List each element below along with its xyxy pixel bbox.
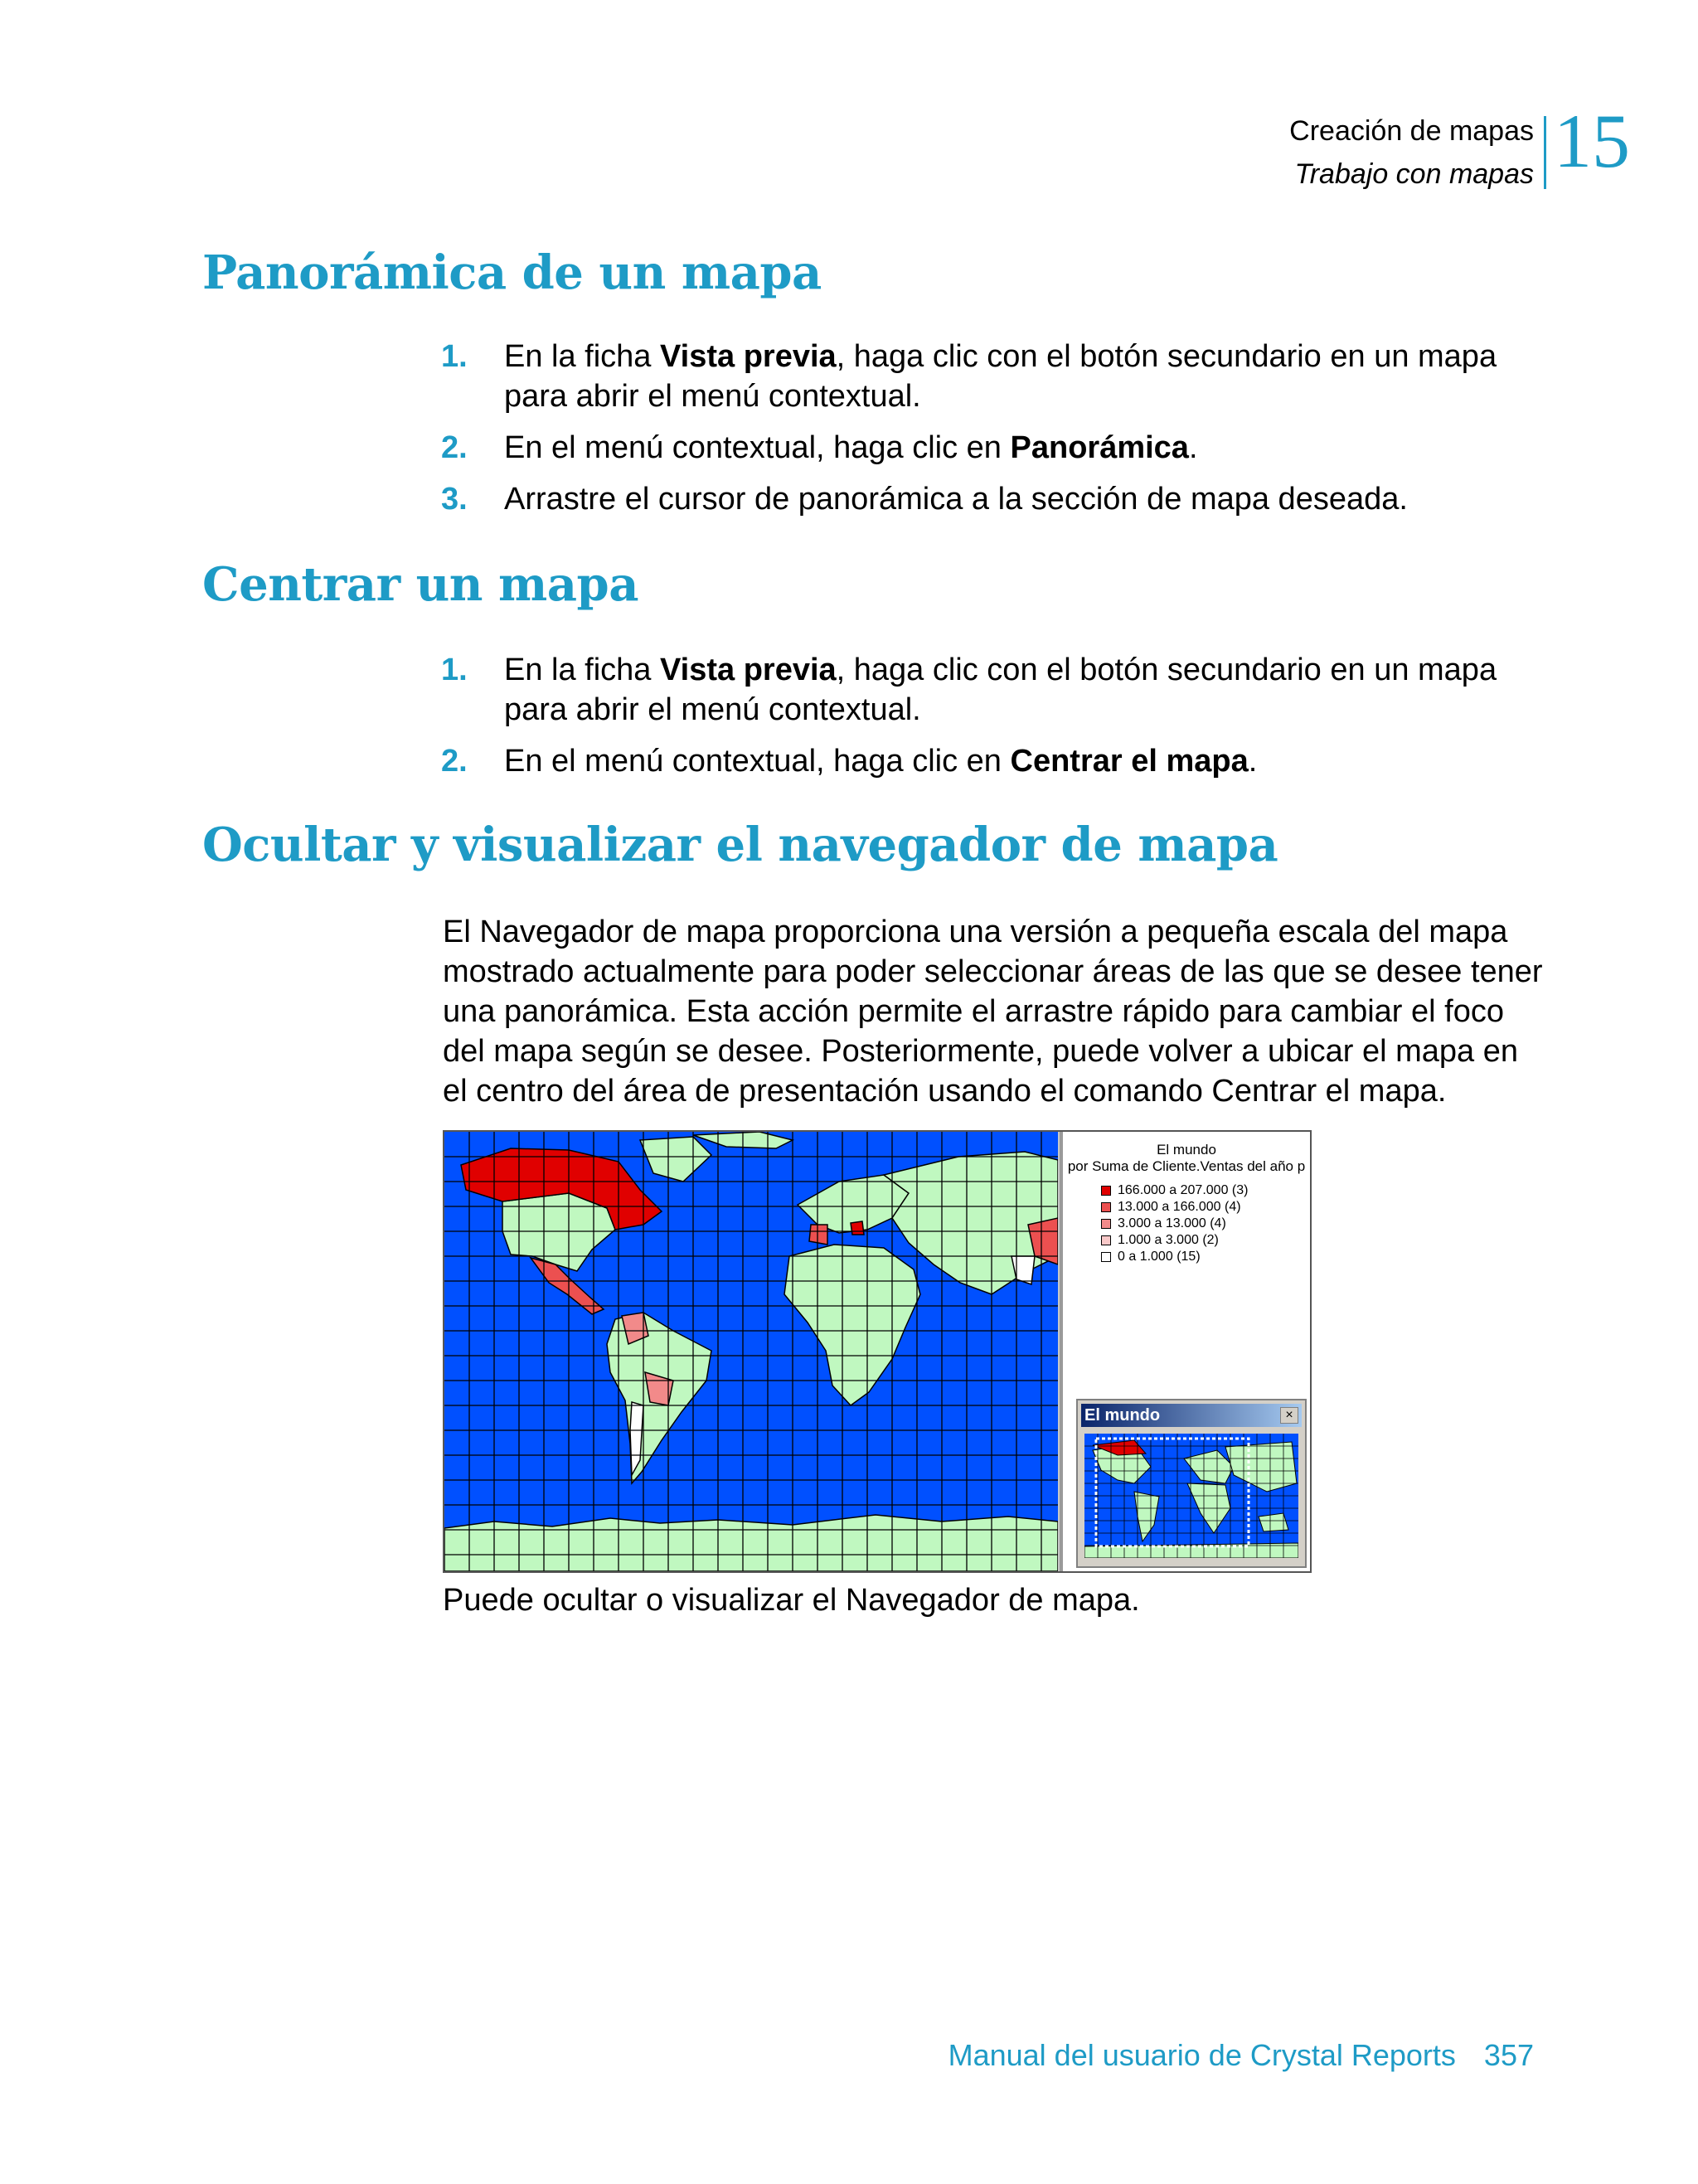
legend-range: 0 a 1.000	[1118, 1250, 1173, 1264]
figure-caption: Puede ocultar o visualizar el Navegador de mapa.	[443, 1583, 1140, 1618]
step-item	[441, 741, 1544, 781]
mini-australia	[1259, 1513, 1288, 1531]
map-navigator-window[interactable]	[1076, 1399, 1307, 1568]
legend-label	[1118, 1200, 1241, 1215]
navigator-title: El mundo	[1084, 1406, 1161, 1424]
steps-centrar	[441, 650, 1544, 793]
heading-navegador: Ocultar y visualizar el navegador de mapa	[202, 818, 1278, 872]
navigator-titlebar[interactable]	[1081, 1404, 1302, 1427]
page-footer	[948, 2038, 1534, 2073]
step-text: En la ficha	[504, 339, 660, 374]
legend-label	[1118, 1216, 1226, 1231]
step-number: 3.	[441, 482, 468, 517]
running-header	[1289, 109, 1534, 196]
step-number: 2.	[441, 744, 468, 779]
chapter-number: 15	[1554, 99, 1630, 183]
legend-subtitle: por Suma de Cliente.Ventas del año p	[1067, 1158, 1306, 1174]
step-number: 1.	[441, 339, 468, 374]
heading-panoramica: Panorámica de un mapa	[202, 245, 822, 300]
legend-range: 166.000 a 207.000	[1118, 1183, 1229, 1197]
legend-title: El mundo	[1157, 1142, 1216, 1158]
step-text: En el menú contextual, haga clic en	[504, 430, 1011, 465]
map-legend	[1060, 1132, 1310, 1571]
legend-swatch	[1101, 1219, 1111, 1229]
legend-label	[1118, 1183, 1248, 1198]
legend-swatch	[1101, 1202, 1111, 1212]
step-text: En el menú contextual, haga clic en	[504, 744, 1011, 779]
step-bold: Vista previa	[660, 339, 837, 374]
step-text: , haga clic con el botón secundario en un mapa para abrir el menú contextual.	[504, 339, 1497, 414]
step-text: Arrastre el cursor de panorámica a la sección de mapa deseada.	[504, 482, 1408, 517]
step-item	[441, 479, 1544, 519]
step-text: , haga clic con el botón secundario en un mapa para abrir el menú contextual.	[504, 653, 1497, 727]
step-bold: Centrar el mapa	[1010, 744, 1249, 779]
legend-range: 3.000 a 13.000	[1118, 1216, 1206, 1230]
world-map	[444, 1132, 1058, 1571]
step-number: 2.	[441, 430, 468, 465]
page-number: 357	[1483, 2038, 1534, 2072]
step-number: 1.	[441, 653, 468, 687]
steps-panoramica	[441, 337, 1544, 531]
step-item	[441, 650, 1544, 730]
legend-swatch	[1101, 1235, 1111, 1245]
chapter-title: Creación de mapas	[1289, 115, 1534, 147]
iberia	[809, 1225, 827, 1245]
header-divider	[1544, 116, 1546, 189]
navigator-minimap[interactable]	[1084, 1434, 1298, 1558]
legend-count: (4)	[1225, 1200, 1241, 1214]
legend-count: (15)	[1176, 1250, 1201, 1264]
step-item	[441, 428, 1544, 468]
step-text: .	[1248, 744, 1258, 779]
footer-manual-title: Manual del usuario de Crystal Reports	[948, 2038, 1456, 2072]
legend-swatch	[1101, 1252, 1111, 1262]
step-item	[441, 337, 1544, 416]
legend-label	[1118, 1233, 1219, 1248]
heading-centrar: Centrar un mapa	[202, 557, 638, 612]
legend-count: (4)	[1210, 1216, 1226, 1230]
map-figure	[443, 1130, 1312, 1573]
step-bold: Vista previa	[660, 653, 837, 687]
step-bold: Panorámica	[1010, 430, 1189, 465]
legend-range: 13.000 a 166.000	[1118, 1200, 1221, 1214]
legend-swatch	[1101, 1186, 1111, 1196]
close-icon[interactable]: ×	[1280, 1407, 1298, 1424]
legend-label	[1118, 1250, 1201, 1264]
central-europe	[851, 1221, 864, 1235]
legend-count: (2)	[1202, 1233, 1219, 1247]
step-text: .	[1188, 430, 1198, 465]
step-text: En la ficha	[504, 653, 660, 687]
section-title: Trabajo con mapas	[1294, 158, 1534, 190]
legend-range: 1.000 a 3.000	[1118, 1233, 1199, 1247]
legend-count: (3)	[1231, 1183, 1249, 1197]
body-paragraph: El Navegador de mapa proporciona una versión a pequeña escala del mapa mostrado actualmente para poder seleccionar áreas de las que se desee tener una panorámica. Esta acción permite el arrastre rápido para cambiar el foco del mapa según se desee. Posteriormente, puede volver a ubicar el mapa en el centro del área de presentación usando el comando Centrar el mapa.	[443, 915, 1543, 1109]
